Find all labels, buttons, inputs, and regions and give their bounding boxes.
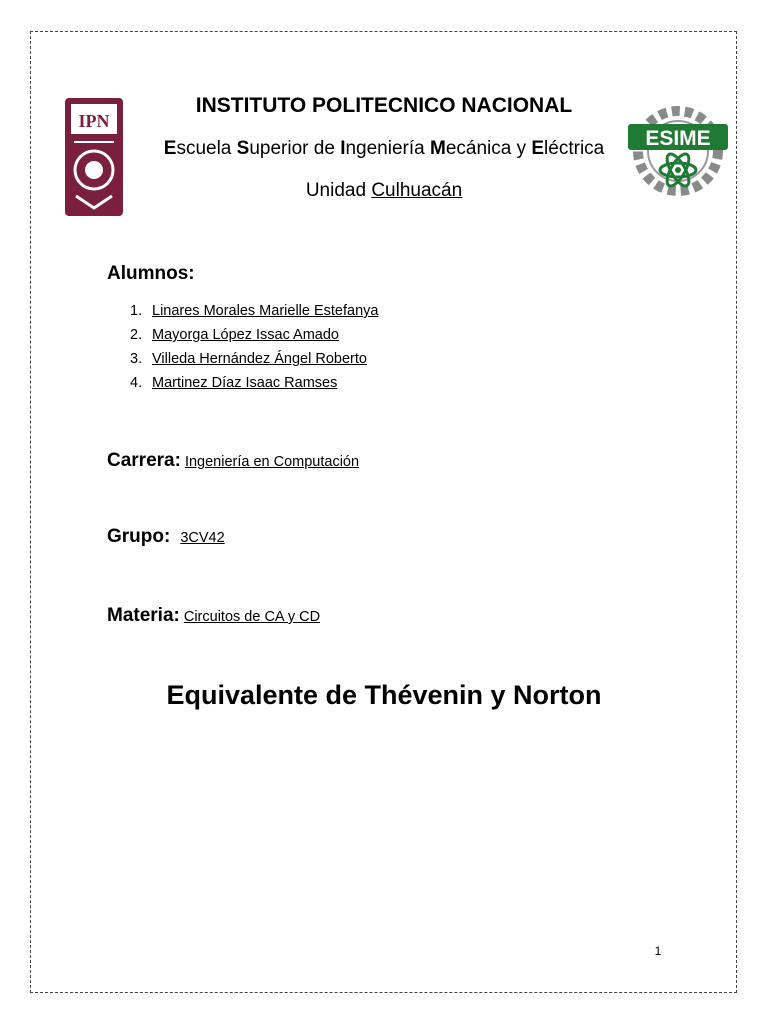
ipn-logo-icon <box>62 96 126 218</box>
unit-name: Culhuacán <box>371 180 463 201</box>
student-number: 1. <box>130 303 143 319</box>
carrera-value: Ingeniería en Computación <box>184 454 360 470</box>
carrera-field <box>107 450 359 472</box>
student-list <box>130 300 378 396</box>
student-item <box>130 324 378 348</box>
student-number: 3. <box>130 351 143 367</box>
institution-title: INSTITUTO POLITECNICO NACIONAL <box>195 94 573 117</box>
student-name: Villeda Hernández Ángel Roberto <box>152 351 367 367</box>
alumnos-heading: Alumnos: <box>107 263 195 284</box>
student-number: 2. <box>130 327 143 343</box>
student-name: Martinez Díaz Isaac Ramses <box>152 375 338 391</box>
student-name: Linares Morales Marielle Estefanya <box>152 303 379 319</box>
student-item <box>130 372 378 396</box>
ipn-logo-text: IPN <box>78 111 110 131</box>
student-name: Mayorga López Issac Amado <box>152 327 339 343</box>
school-part-2: uperior de <box>249 138 341 159</box>
grupo-field <box>107 526 225 548</box>
student-item <box>130 300 378 324</box>
school-part-1: scuela <box>176 138 237 159</box>
materia-field <box>107 605 320 627</box>
school-initial-5: E <box>531 138 545 159</box>
school-part-4: ecánica y <box>445 138 532 159</box>
school-name <box>140 138 628 160</box>
carrera-label: Carrera: <box>107 450 181 471</box>
school-part-3: ngeniería <box>345 138 430 159</box>
school-initial-2: S <box>236 138 250 159</box>
esime-logo-icon <box>626 104 730 198</box>
school-initial-1: E <box>163 138 177 159</box>
grupo-label: Grupo: <box>107 526 171 547</box>
unit-line <box>140 180 628 202</box>
esime-logo-text: ESIME <box>645 127 711 150</box>
school-initial-4: M <box>429 138 446 159</box>
document-title: Equivalente de Thévenin y Norton <box>166 680 602 710</box>
school-initial-3: I <box>340 138 346 159</box>
student-number: 4. <box>130 375 143 391</box>
materia-label: Materia: <box>107 605 180 626</box>
page-number: 1 <box>654 944 662 958</box>
unit-label: Unidad <box>305 180 367 201</box>
materia-value: Circuitos de CA y CD <box>183 609 321 625</box>
grupo-value: 3CV42 <box>180 530 225 546</box>
student-item <box>130 348 378 372</box>
school-part-5: léctrica <box>544 138 605 159</box>
